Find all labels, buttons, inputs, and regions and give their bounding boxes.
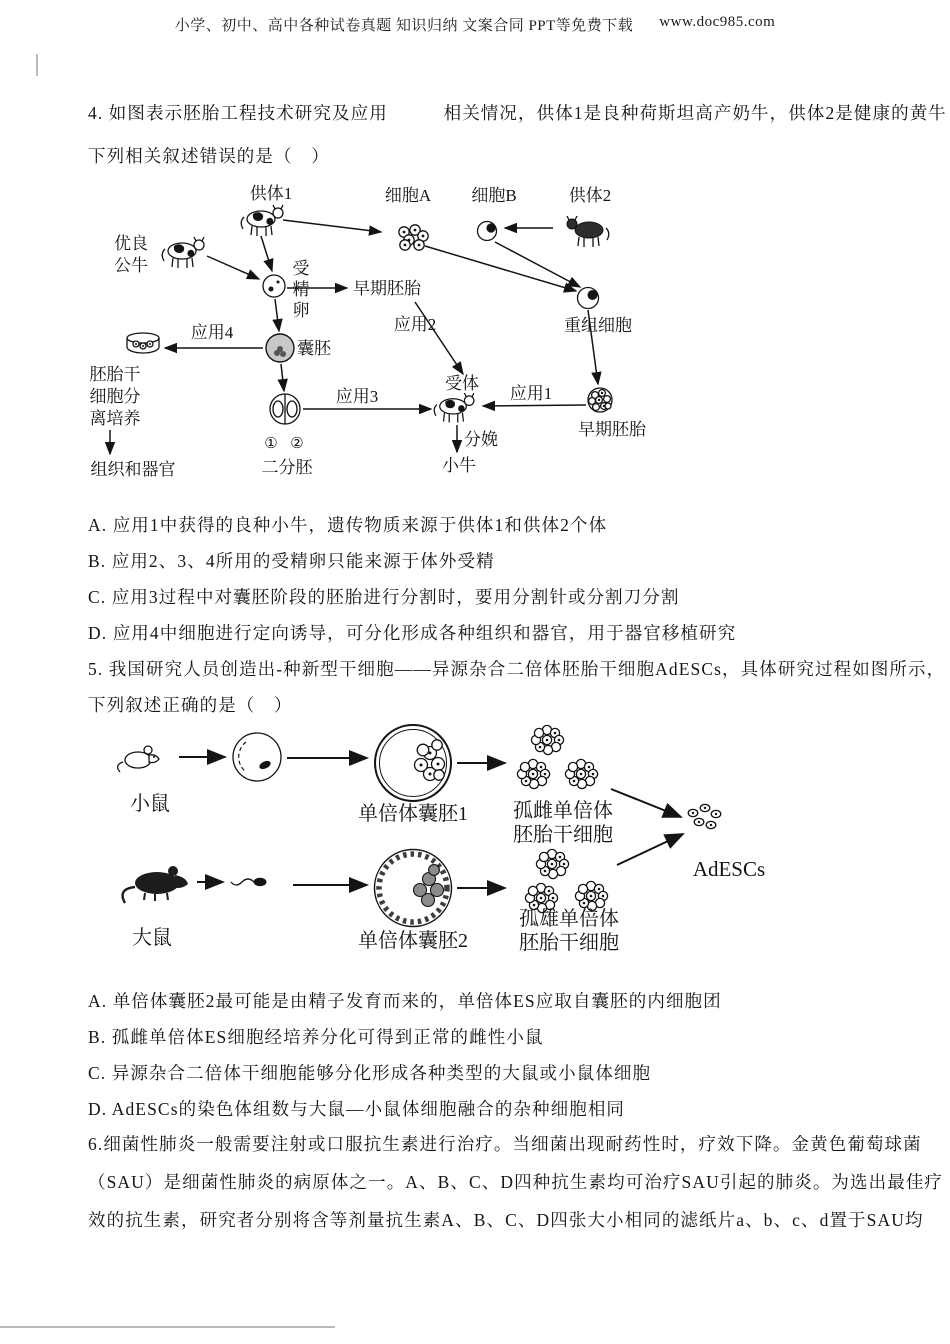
zygote-label-char1: 受 [292,259,310,278]
calf-label: 小牛 [442,456,476,475]
recombinant-cell-icon [578,288,599,309]
q4-option-d: D. 应用4中细胞进行定向诱导，可分化形成各种组织和器官，用于器官移植研究 [88,623,737,643]
androgenetic-colonies-icon [525,849,607,912]
arrow-zygote-to-blastocyst [275,299,279,331]
parthenogenetic-colonies-icon [517,725,597,788]
circled-two-label: ② [290,436,304,452]
q5-option-b: B. 孤雌单倍体ES细胞经培养分化可得到正常的雌性小鼠 [88,1027,544,1047]
early-embryo2-icon [588,388,612,412]
q6-text-line-2: （SAU）是细菌性肺炎的病原体之一。A、B、C、D四种抗生素均可治疗SAU引起的肺炎。为选出最佳疗 [88,1172,944,1192]
header-site-url: www.doc985.com [659,14,776,30]
parthenogenetic-label-line1: 孤雌单倍体 [513,800,613,822]
parthenogenetic-label-line2: 胚胎干细胞 [513,824,613,846]
arrow-embryo2-to-recipient [483,405,586,406]
q4-stem-line-1: 4. 如图表示胚胎工程技术研究及应用 相关情况，供体1是良种荷斯坦高产奶牛，供体2是健康的黄牛 [88,103,947,123]
adescs-label: AdESCs [692,857,766,881]
header-promo-text: 小学、初中、高中各种试卷真题 知识归纳 文案合同 PPT等免费下载 [174,18,634,34]
blastocyst-label: 囊胚 [297,339,331,358]
fertilized-egg-icon [263,275,285,297]
app2-label: 应用2 [393,315,437,334]
arrow-blastocyst-to-bisected [281,364,284,391]
q5-stem-line-1: 5. 我国研究人员创造出-种新型干细胞——异源杂合二倍体胚胎干细胞AdESCs，具体研究过程如图所示， [88,659,946,679]
haploid-blastocyst2-icon [375,850,452,927]
culture-dish-icon [127,333,159,353]
donor1-label: 供体1 [249,184,293,203]
q5-option-a: A. 单倍体囊胚2最可能是由精子发育而来的，单倍体ES应取自囊胚的内细胞团 [88,991,722,1011]
scan-artifact-line [0,1326,335,1328]
androgenetic-label-line2: 胚胎干细胞 [519,932,619,954]
q4-option-b: B. 应用2、3、4所用的受精卵只能来源于体外受精 [88,551,495,571]
bull-label-line2: 公牛 [114,256,148,275]
rat-icon [123,866,188,903]
q4-stem-line-2: 下列相关叙述错误的是（ ） [88,146,330,166]
bisected-embryo-icon [270,394,300,424]
early-embryo-label: 早期胚胎 [353,279,421,298]
cell-a-label: 细胞A [384,186,432,205]
early-embryo2-label: 早期胚胎 [578,420,646,439]
esc-label-line1: 胚胎干 [89,365,141,384]
q4-embryo-engineering-diagram [85,178,725,490]
esc-label-line2: 细胞分 [89,387,141,406]
cell-a-cluster-icon [399,225,428,250]
sperm-icon [231,878,267,886]
donor2-label: 供体2 [568,186,612,205]
q5-option-c: C. 异源杂合二倍体干细胞能够分化形成各种类型的大鼠或小鼠体细胞 [88,1063,652,1083]
q4-option-a: A. 应用1中获得的良种小牛，遗传物质来源于供体1和供体2个体 [88,515,608,535]
zygote-label-char3: 卵 [292,301,310,320]
recipient-label: 受体 [445,374,479,393]
haploid-blastocyst1-icon [375,725,451,801]
recipient-cow-icon [434,393,474,422]
haploid-blastocyst2-label: 单倍体囊胚2 [358,930,468,952]
mouse-icon [118,746,159,772]
q5-option-d: D. AdESCs的染色体组数与大鼠—小鼠体细胞融合的杂种细胞相同 [88,1099,626,1119]
donor1-cow-icon [241,205,283,236]
bull-cow-icon [162,237,204,268]
app4-label: 应用4 [190,323,234,342]
recombinant-cell-label: 重组细胞 [564,316,632,335]
q4-option-c: C. 应用3过程中对囊胚阶段的胚胎进行分割时，要用分割针或分割刀分割 [88,587,680,607]
donor2-cow-icon [567,216,609,247]
bisected-embryo-label: 二分胚 [261,458,313,477]
arrow-cellA-to-recombinant [425,246,576,291]
haploid-blastocyst1-label: 单倍体囊胚1 [358,803,468,825]
arrow-donor1-to-cellA [283,220,381,232]
birth-label: 分娩 [464,430,498,449]
zygote-label-char2: 精 [292,280,310,299]
mouse-label: 小鼠 [130,793,170,815]
q6-text-line-1: 6.细菌性肺炎一般需要注射或口服抗生素进行治疗。当细菌出现耐药性时，疗效下降。金黄色葡萄球菌 [88,1134,922,1154]
esc-label-line3: 离培养 [89,409,141,428]
scan-artifact-mark [36,54,38,76]
arrow-andro-to-adescs [617,834,683,865]
q6-text-line-3: 效的抗生素，研究者分别将含等剂量抗生素A、B、C、D四张大小相同的滤纸片a、b、c、d置于SAU均 [88,1210,924,1230]
q5-stem-line-2: 下列叙述正确的是（ ） [88,695,293,715]
arrow-donor1-to-zygote [261,236,272,271]
oocyte-icon [233,733,281,781]
arrow-early-embryo-to-recipient [415,302,463,374]
rat-label: 大鼠 [132,927,172,949]
bull-label-line1: 优良 [114,234,148,253]
app3-label: 应用3 [335,387,379,406]
circled-one-label: ① [264,436,278,452]
q5-adescs-diagram [95,715,785,973]
androgenetic-label-line1: 孤雄单倍体 [519,908,619,930]
arrow-bull-to-zygote [207,256,259,279]
tissue-organ-label: 组织和器官 [90,460,176,479]
cell-b-icon [478,222,497,241]
page-header [0,14,950,35]
app1-label: 应用1 [509,384,553,403]
cell-b-label: 细胞B [471,186,517,205]
blastocyst-icon [266,334,294,362]
arrow-parthen-to-adescs [611,789,681,817]
adescs-cells-icon [688,804,721,828]
